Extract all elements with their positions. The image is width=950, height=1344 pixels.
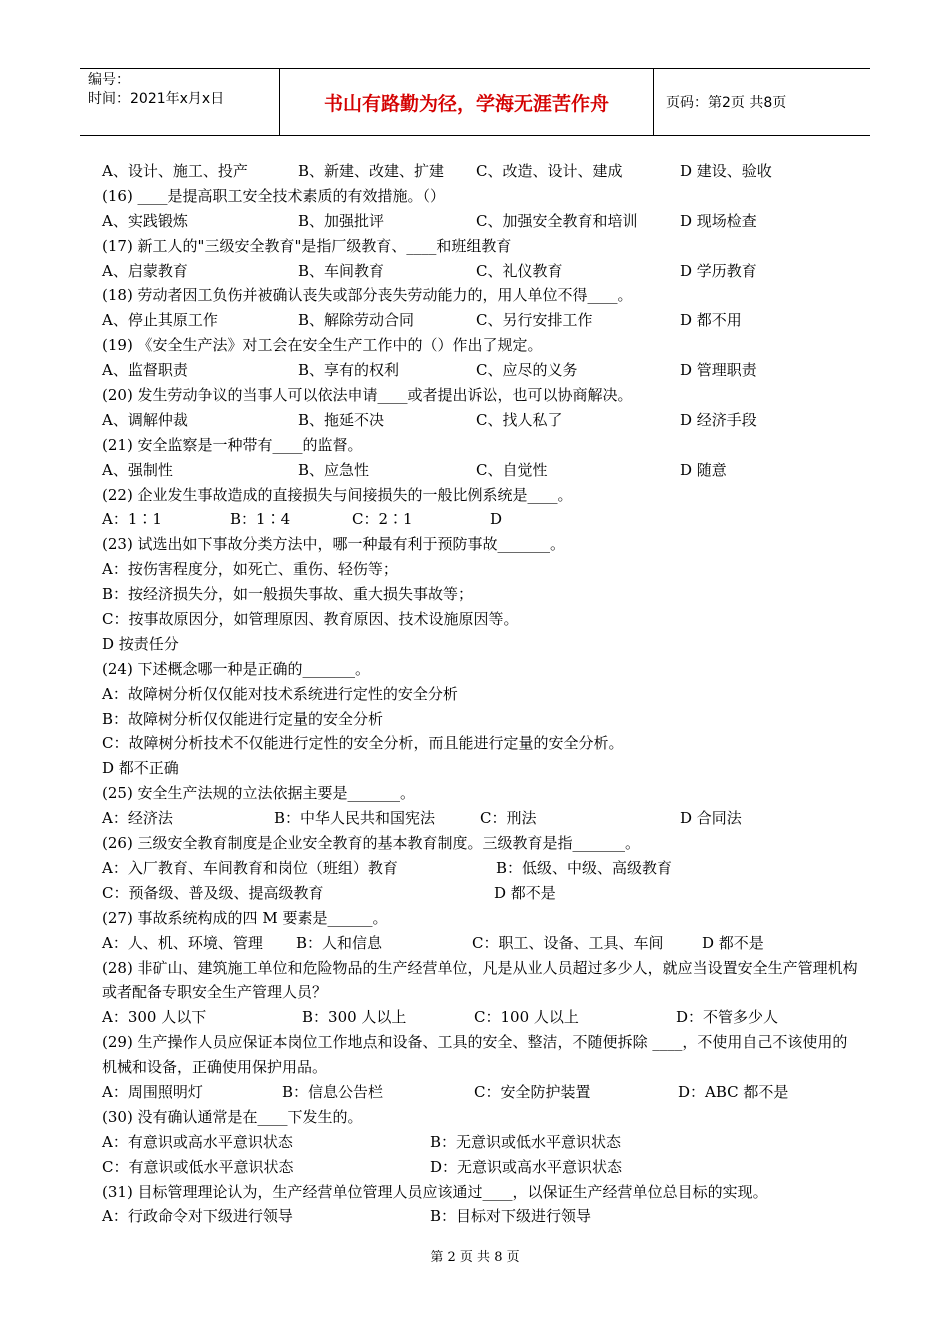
option: A、调解仲裁 (102, 410, 188, 429)
q27-options (102, 931, 862, 956)
option: C、应尽的义务 (476, 361, 578, 380)
question-21: (21) 安全监察是一种带有____的监督。 (102, 435, 363, 454)
option: D 建设、验收 (680, 162, 772, 180)
option: D (490, 510, 503, 529)
option: B：1∶4 (230, 510, 291, 529)
q26-options-row1 (102, 856, 862, 881)
option: C、礼仪教育 (476, 261, 563, 280)
q25-options (102, 806, 862, 831)
option: D 都不是 (702, 933, 764, 952)
question-16: (16) ____是提高职工安全技术素质的有效措施。（） (102, 186, 446, 205)
question-20: (20) 发生劳动争议的当事人可以依法申请____或者提出诉讼，也可以协商解决。 (102, 386, 633, 405)
option: D 现场检查 (680, 211, 757, 230)
option: C：预备级、普及级、提高级教育 (102, 883, 324, 902)
q31-options (102, 1204, 862, 1229)
option: D 都不正确 (102, 759, 179, 778)
option: A：300 人以下 (102, 1008, 207, 1027)
q15-options (102, 159, 862, 184)
option: A：1∶1 (102, 510, 162, 529)
option: C：有意识或低水平意识状态 (102, 1157, 294, 1176)
option: D：不管多少人 (676, 1008, 779, 1027)
option: B：300 人以上 (302, 1008, 407, 1027)
option: C、改造、设计、建成 (476, 162, 623, 180)
option: A：故障树分析仅仅能对技术系统进行定性的安全分析 (102, 684, 458, 703)
question-18: (18) 劳动者因工负伤并被确认丧失或部分丧失劳动能力的，用人单位不得____。 (102, 286, 633, 305)
question-23: (23) 试选出如下事故分类方法中，哪一种最有利于预防事故_______。 (102, 535, 566, 554)
question-25: (25) 安全生产法规的立法依据主要是_______。 (102, 784, 416, 803)
option: D 经济手段 (680, 410, 757, 429)
question-29: (29) 生产操作人员应保证本岗位工作地点和设备、工具的安全、整洁，不随便拆除 ____，不使用自己不该使用的机械和设备，正确使用保护用品。 (102, 1033, 848, 1077)
option: B：中华人民共和国宪法 (274, 809, 436, 828)
option: B：故障树分析仅仅能进行定量的安全分析 (102, 709, 384, 728)
question-list (102, 159, 862, 1229)
option: B、车间教育 (298, 261, 385, 280)
page-header (80, 68, 870, 136)
option: A、监督职责 (102, 361, 188, 380)
option: A：行政命令对下级进行领导 (102, 1207, 293, 1226)
option: A、实践锻炼 (102, 211, 188, 230)
option: D：无意识或高水平意识状态 (430, 1157, 623, 1176)
page-footer: 第 2 页 共 8 页 (430, 1250, 520, 1265)
question-31: (31) 目标管理理论认为，生产经营单位管理人员应该通过____，以保证生产经营单位总目标的实现。 (102, 1182, 768, 1201)
q26-options-row2 (102, 881, 862, 906)
option: D 按责任分 (102, 634, 179, 653)
q29-options (102, 1080, 862, 1105)
option: B、拖延不决 (298, 410, 385, 429)
q22-options (102, 507, 862, 532)
option: B：信息公告栏 (282, 1083, 384, 1102)
question-19: (19) 《安全生产法》对工会在安全生产工作中的（）作出了规定。 (102, 336, 543, 355)
option: A：周围照明灯 (102, 1083, 203, 1102)
option: A：入厂教育、车间教育和岗位（班组）教育 (102, 858, 398, 877)
option: C、加强安全教育和培训 (476, 211, 638, 230)
option: D 学历教育 (680, 261, 757, 280)
option: D：ABC 都不是 (678, 1083, 789, 1102)
option: C：2∶1 (352, 510, 413, 529)
option: B、新建、改建、扩建 (298, 162, 445, 180)
option: B：人和信息 (296, 933, 383, 952)
q30-options-row1 (102, 1130, 862, 1155)
question-22: (22) 企业发生事故造成的直接损失与间接损失的一般比例系统是____。 (102, 485, 573, 504)
option: A、强制性 (102, 460, 173, 479)
option: B：低级、中级、高级教育 (496, 858, 673, 877)
question-26: (26) 三级安全教育制度是企业安全教育的基本教育制度。三级教育是指_______。 (102, 834, 641, 853)
option: A：有意识或高水平意识状态 (102, 1132, 293, 1151)
option: C：安全防护装置 (474, 1083, 591, 1102)
option: B、加强批评 (298, 211, 385, 230)
option: D 都不用 (680, 311, 742, 330)
option: C、自觉性 (476, 460, 548, 479)
option: B、应急性 (298, 460, 370, 479)
option: A、设计、施工、投产 (102, 162, 248, 180)
header-motto: 书山有路勤为径，学海无涯苦作舟 (280, 69, 654, 135)
option: C：故障树分析技术不仅能进行定性的安全分析，而且能进行定量的安全分析。 (102, 734, 624, 753)
option: A、停止其原工作 (102, 311, 218, 330)
option: D 随意 (680, 460, 727, 479)
header-page-info: 页码：第2页 共8页 (666, 95, 787, 111)
option: C、找人私了 (476, 410, 563, 429)
option: A：经济法 (102, 809, 173, 828)
document-number-label: 编号： (88, 72, 130, 88)
option: D 都不是 (494, 883, 556, 902)
q18-options (102, 308, 862, 333)
q16-options (102, 209, 862, 234)
q20-options (102, 408, 862, 433)
option: C：按事故原因分，如管理原因、教育原因、技术设施原因等。 (102, 610, 519, 629)
question-28: (28) 非矿山、建筑施工单位和危险物品的生产经营单位，凡是从业人员超过多少人，就应当设置安全生产管理机构或者配备专职安全生产管理人员？ (102, 958, 858, 1002)
q28-options (102, 1005, 862, 1030)
option: A、启蒙教育 (102, 261, 188, 280)
option: B、享有的权利 (298, 361, 400, 380)
option: B、解除劳动合同 (298, 311, 415, 330)
q19-options (102, 358, 862, 383)
question-30: (30) 没有确认通常是在____下发生的。 (102, 1107, 363, 1126)
option: C、另行安排工作 (476, 311, 593, 330)
q21-options (102, 458, 862, 483)
option: A：人、机、环境、管理 (102, 933, 263, 952)
option: D 合同法 (680, 809, 742, 828)
document-time-label: 时间：2021年x月x日 (88, 91, 225, 107)
option: B：目标对下级进行领导 (430, 1207, 592, 1226)
option: C：100 人以上 (474, 1008, 579, 1027)
option: B：无意识或低水平意识状态 (430, 1132, 622, 1151)
question-27: (27) 事故系统构成的四 M 要素是______。 (102, 908, 388, 927)
q17-options (102, 259, 862, 284)
q30-options-row2 (102, 1155, 862, 1180)
question-24: (24) 下述概念哪一种是正确的_______。 (102, 659, 371, 678)
option: D 管理职责 (680, 361, 757, 380)
option: C：职工、设备、工具、车间 (472, 933, 664, 952)
option: B：按经济损失分，如一般损失事故、重大损失事故等； (102, 585, 474, 604)
header-meta (80, 69, 280, 135)
option: A：按伤害程度分，如死亡、重伤、轻伤等； (102, 560, 398, 579)
option: C：刑法 (480, 809, 537, 828)
question-17: (17) 新工人的"三级安全教育"是指厂级教育、____和班组教育 (102, 236, 512, 255)
